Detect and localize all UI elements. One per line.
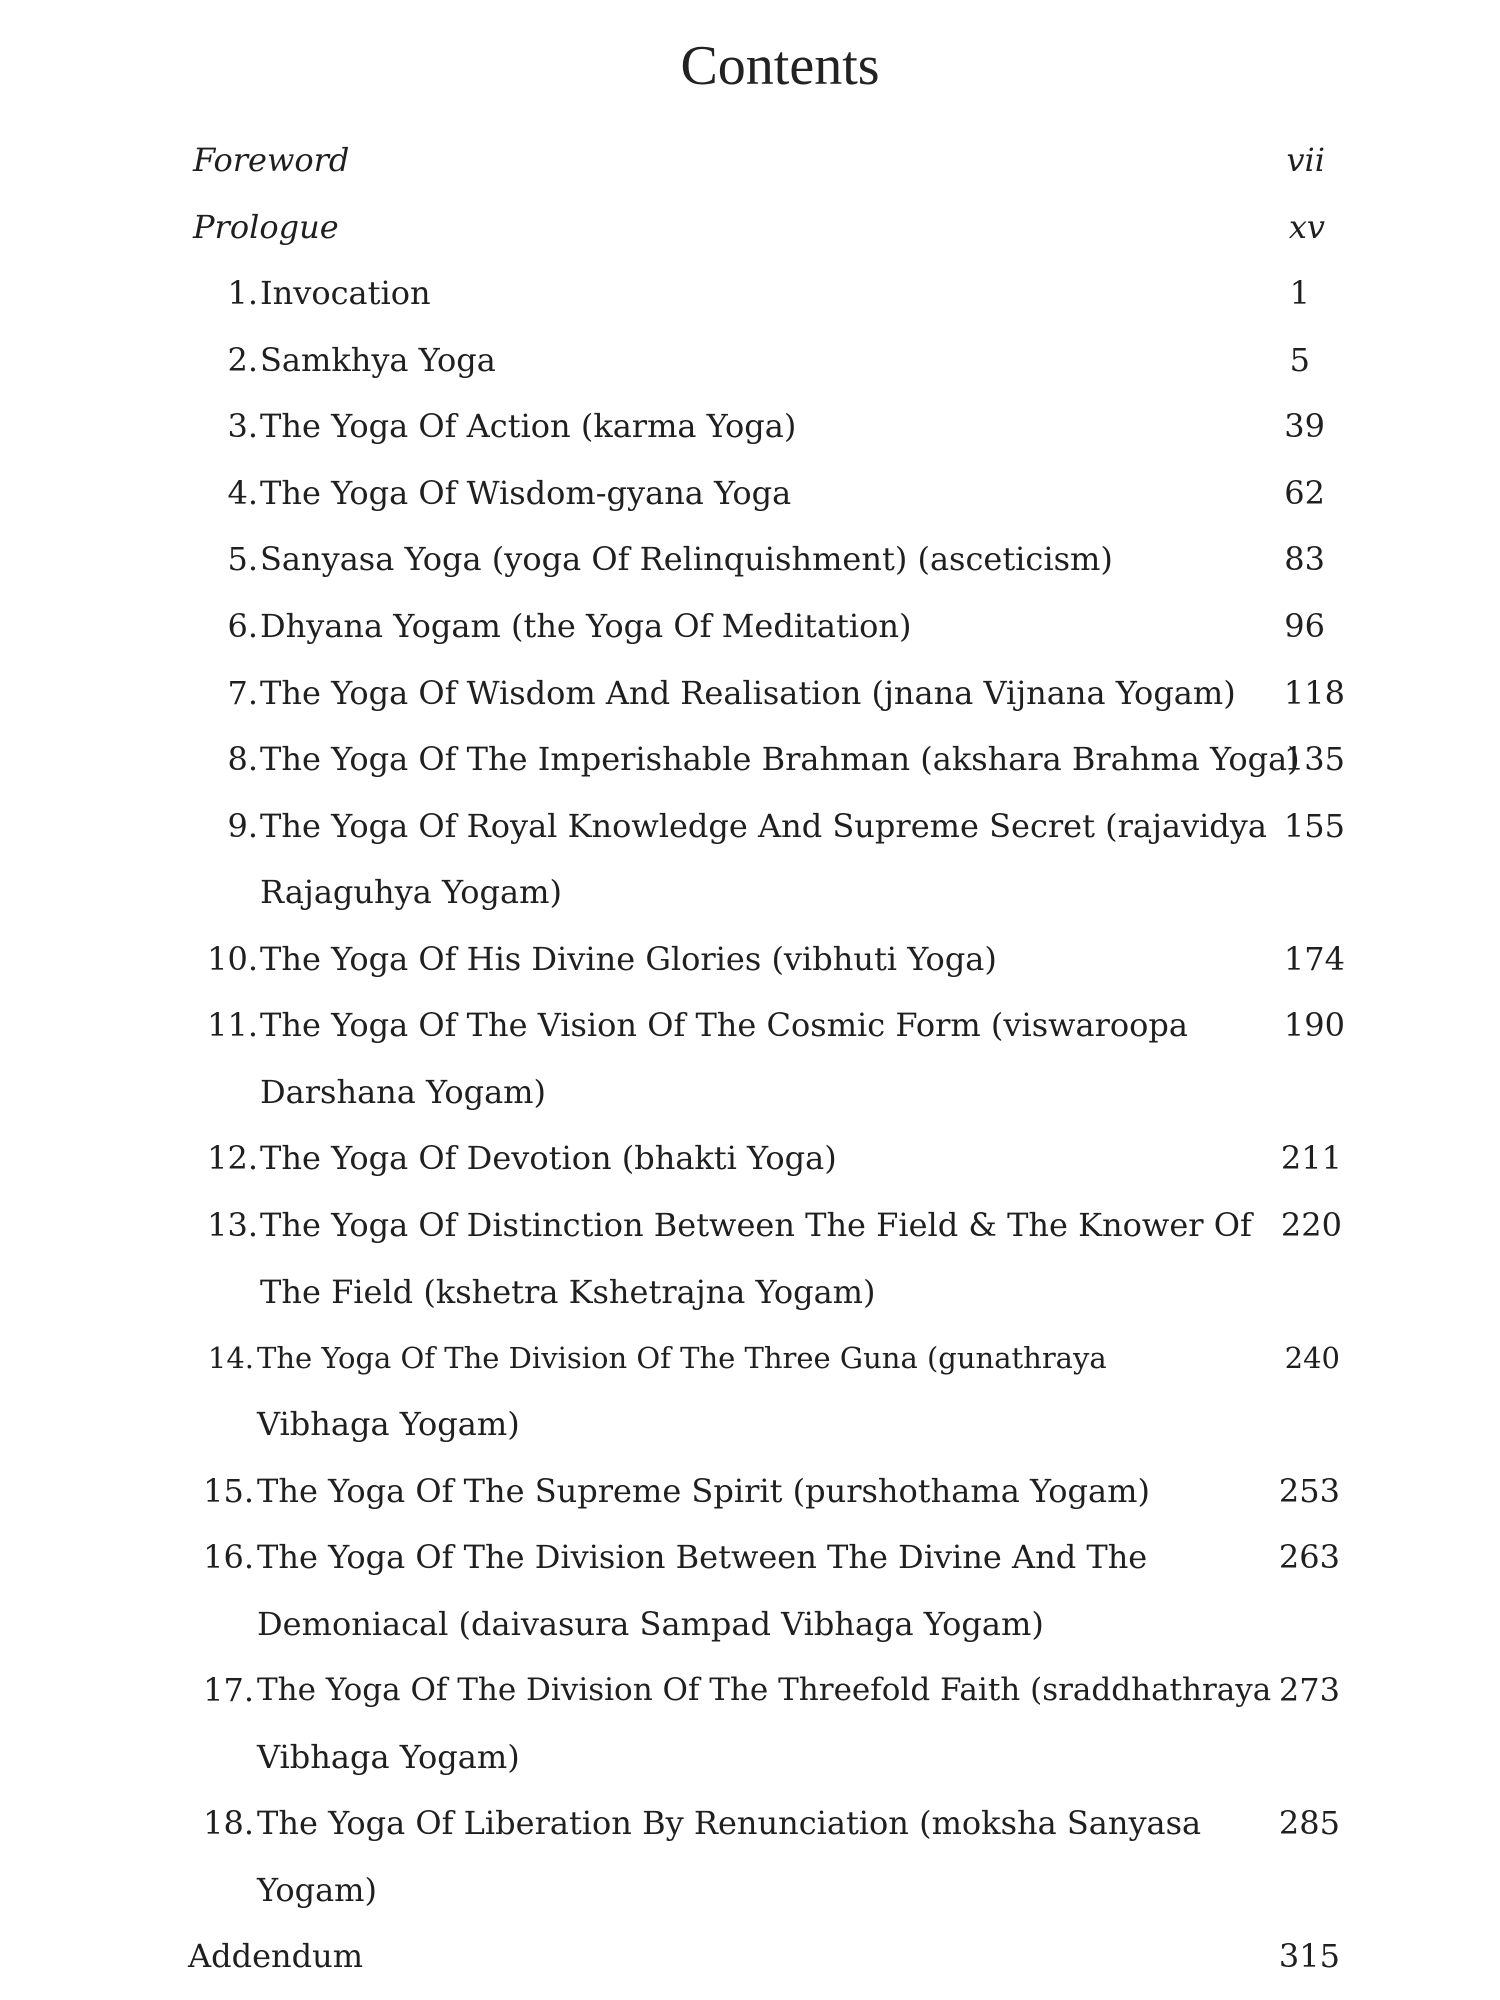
toc-entry-page: xv [1288,208,1325,246]
chapter-page: 240 [1284,1341,1340,1375]
chapter-title: The Yoga Of Devotion (bhakti Yoga) [260,1139,837,1177]
chapter-title: The Yoga Of Wisdom And Realisation (jnana Vijnana Yogam) [260,674,1236,712]
chapter-number: 2. [227,341,258,379]
chapter-page: 5 [1289,341,1310,379]
chapter-title: The Yoga Of The Division Of The Threefold Faith (sraddhathraya [257,1672,1272,1708]
chapter-title-continuation: Vibhaga Yogam) [257,1405,520,1443]
chapter-page: 118 [1283,674,1345,712]
chapter-title: Invocation [260,274,431,312]
chapter-title-continuation: Darshana Yogam) [260,1073,546,1111]
toc-entry-title: Prologue [193,208,339,246]
chapter-number: 4. [227,474,258,512]
chapter-page: 211 [1280,1139,1342,1177]
chapter-title: The Yoga Of Distinction Between The Field & The Knower Of [260,1206,1252,1244]
chapter-title: The Yoga Of The Imperishable Brahman (akshara Brahma Yoga) [260,740,1300,778]
chapter-title: The Yoga Of The Vision Of The Cosmic Form (viswaroopa [260,1006,1188,1044]
chapter-number: 12. [207,1139,258,1177]
chapter-page: 174 [1283,940,1345,978]
toc-entry-page: vii [1286,141,1325,179]
chapter-title-continuation: Demoniacal (daivasura Sampad Vibhaga Yogam) [257,1605,1044,1643]
chapter-title: Samkhya Yoga [260,341,496,379]
chapter-title: The Yoga Of The Division Between The Divine And The [257,1538,1148,1576]
chapter-number: 15. [203,1472,254,1510]
chapter-number: 7. [227,674,258,712]
chapter-number: 16. [203,1538,254,1576]
chapter-page: 83 [1284,540,1325,578]
chapter-number: 6. [227,607,258,645]
chapter-page: 155 [1283,807,1345,845]
chapter-title: The Yoga Of Wisdom-gyana Yoga [260,474,792,512]
chapter-title-continuation: Yogam) [257,1871,377,1909]
chapter-title-continuation: Vibhaga Yogam) [257,1738,520,1776]
chapter-title: The Yoga Of Royal Knowledge And Supreme Secret (rajavidya [260,807,1267,845]
chapter-title-continuation: The Field (kshetra Kshetrajna Yogam) [260,1273,876,1311]
chapter-page: 285 [1278,1804,1340,1842]
chapter-title: Dhyana Yogam (the Yoga Of Meditation) [260,607,912,645]
chapter-page: 253 [1278,1472,1340,1510]
chapter-number: 1. [227,274,258,312]
chapter-number: 13. [207,1206,258,1244]
page-title: Contents [680,35,880,97]
chapter-number: 11. [207,1006,258,1044]
chapter-title: Sanyasa Yoga (yoga Of Relinquishment) (asceticism) [260,540,1113,578]
chapter-page: 135 [1283,740,1345,778]
chapter-page: 263 [1278,1538,1340,1576]
chapter-page: 1 [1289,274,1310,312]
chapter-number: 5. [227,540,258,578]
chapter-title: The Yoga Of His Divine Glories (vibhuti Yoga) [260,940,997,978]
chapter-number: 9. [227,807,258,845]
chapter-page: 220 [1280,1206,1342,1244]
chapter-title: The Yoga Of Liberation By Renunciation (moksha Sanyasa [257,1804,1202,1842]
chapter-page: 39 [1284,407,1325,445]
chapter-number: 3. [227,407,258,445]
chapter-number: 14. [207,1341,254,1375]
chapter-page: 96 [1284,607,1325,645]
chapter-number: 18. [203,1804,254,1842]
chapter-title: The Yoga Of The Supreme Spirit (purshothama Yogam) [257,1472,1150,1510]
toc-entry-page: 315 [1278,1937,1340,1975]
chapter-title: The Yoga Of The Division Of The Three Guna (gunathraya [257,1341,1107,1375]
chapter-title: The Yoga Of Action (karma Yoga) [260,407,797,445]
toc-entry-title: Addendum [188,1937,364,1975]
chapter-number: 17. [203,1671,254,1709]
chapter-number: 8. [227,740,258,778]
chapter-number: 10. [207,940,258,978]
toc-entry-title: Foreword [193,141,350,179]
chapter-page: 62 [1284,474,1325,512]
chapter-page: 190 [1283,1006,1345,1044]
chapter-title-continuation: Rajaguhya Yogam) [260,873,562,911]
chapter-page: 273 [1278,1671,1340,1709]
